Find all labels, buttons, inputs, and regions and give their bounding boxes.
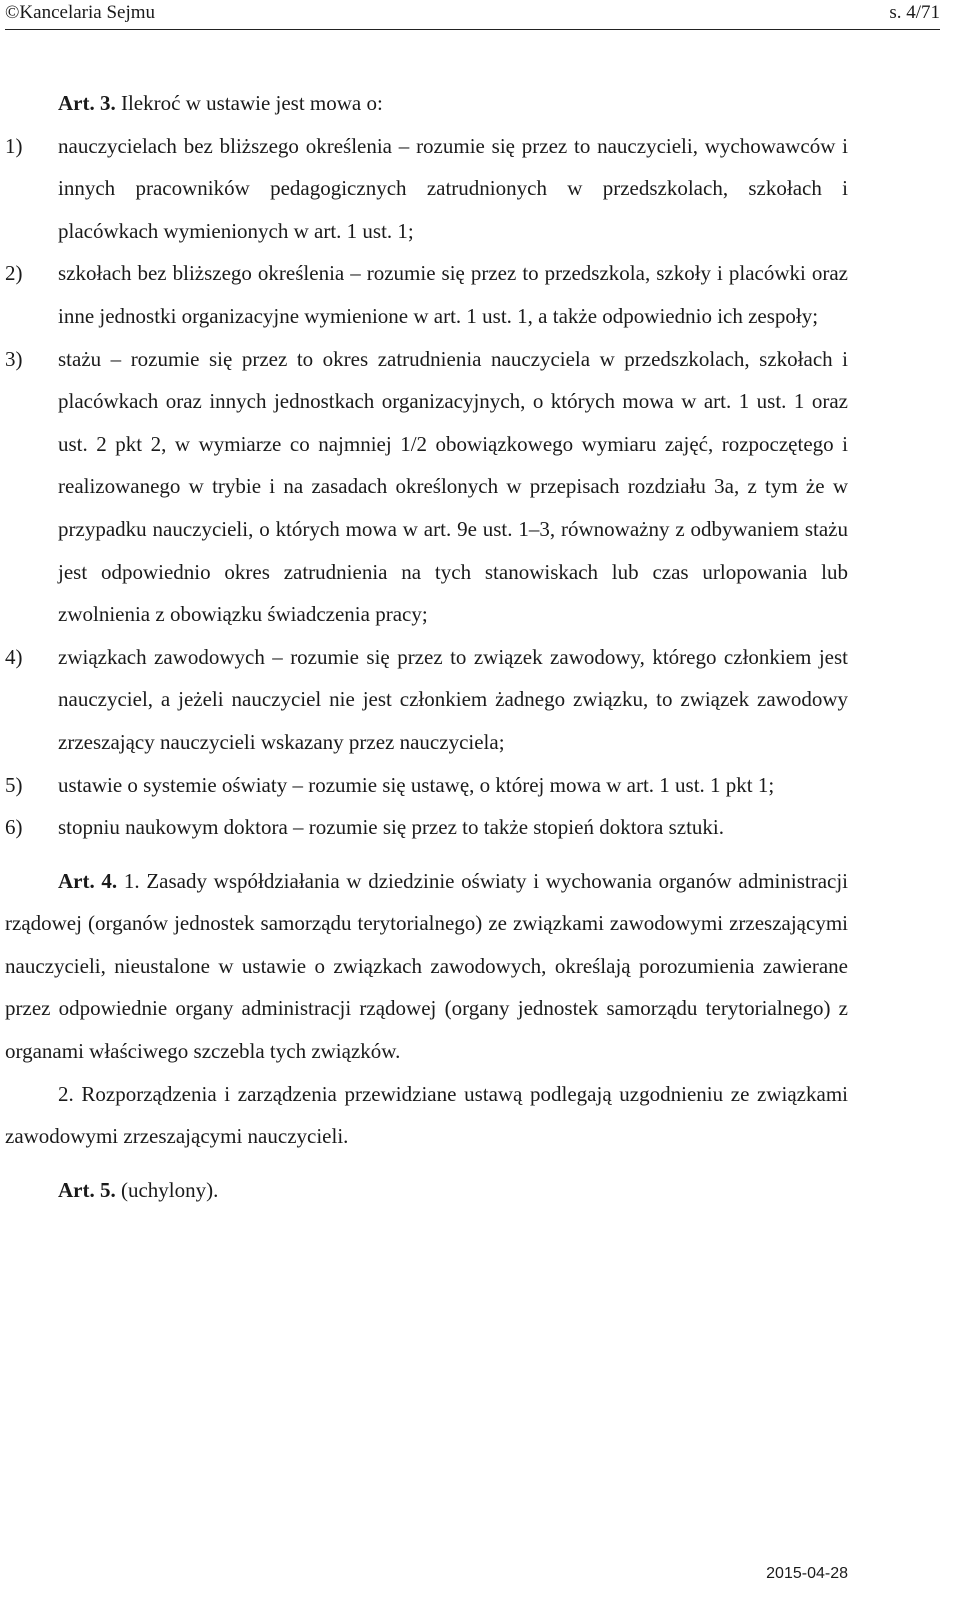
art3-item-1 bbox=[5, 125, 848, 253]
item-text: stopniu naukowym doktora – rozumie się przez to także stopień doktora sztuki. bbox=[58, 815, 725, 840]
art3-heading bbox=[5, 82, 848, 125]
art5-text: (uchylony). bbox=[115, 1177, 219, 1202]
art3-item-4 bbox=[5, 636, 848, 764]
item-number: 4) bbox=[5, 644, 23, 669]
item-text: szkołach bez bliższego określenia – rozumie się przez to przedszkola, szkoły i placówki oraz inne jednostki organizacyjne wymienione w art. 1 ust. 1, a także odpowiednio ich zespoły; bbox=[58, 261, 848, 328]
art4-p1-text: 1. Zasady współdziałania w dziedzinie oświaty i wychowania organów administracji rządowej (organów jednostek samorządu terytorialnego) ze związkami zawodowymi zrzeszającymi nauczycieli, nieustalone w ustawie o związkach zawodowych, określają porozumienia zawierane przez odpowiednie organy administracji rządowej (organy jednostek samorządu terytorialnego) z organami właściwego szczebla tych związków. bbox=[5, 868, 849, 1064]
art5-label: Art. 5. bbox=[58, 1177, 116, 1202]
header-divider bbox=[5, 29, 940, 30]
art3-intro: Ilekroć w ustawie jest mowa o: bbox=[115, 91, 383, 115]
art5-paragraph bbox=[5, 1169, 848, 1212]
item-number: 2) bbox=[5, 261, 23, 286]
document-body bbox=[5, 82, 848, 1211]
art4-paragraph-2: 2. Rozporządzenia i zarządzenia przewidziane ustawą podlegają uzgodnieniu ze związkami zawodowymi zrzeszającymi nauczycieli. bbox=[5, 1081, 848, 1149]
footer-date: 2015-04-28 bbox=[766, 1565, 848, 1582]
art3-item-3 bbox=[5, 338, 848, 636]
item-number: 6) bbox=[5, 815, 23, 840]
item-text: stażu – rozumie się przez to okres zatrudnienia nauczyciela w przedszkolach, szkołach i placówkach oraz innych jednostkach organizacyjnych, o których mowa w art. 1 ust. 1 oraz ust. 2 pkt 2, w wymiarze co najmniej 1/2 obowiązkowego wymiaru zajęć, rozpoczętego i realizowanego w trybie i na zasadach określonych w przepisach rozdziału 3a, z tym że w przypadku nauczycieli, o których mowa w art. 9e ust. 1–3, równoważny z odbywaniem stażu jest odpowiednio okres zatrudnienia na tych stanowiskach lub czas urlopowania lub zwolnienia z obowiązku świadczenia pracy; bbox=[58, 346, 848, 627]
page-header bbox=[5, 0, 940, 30]
art3-label: Art. 3. bbox=[58, 91, 116, 115]
art3-item-6 bbox=[5, 806, 848, 849]
header-page-number: s. 4/71 bbox=[889, 2, 940, 23]
item-number: 1) bbox=[5, 133, 23, 158]
art3-item-2 bbox=[5, 252, 848, 337]
item-text: nauczycielach bez bliższego określenia – rozumie się przez to nauczycieli, wychowawców i innych pracowników pedagogicznych zatrudnionych w przedszkolach, szkołach i placówkach wymienionych w art. 1 ust. 1; bbox=[58, 133, 848, 243]
art3-item-5 bbox=[5, 764, 848, 807]
item-text: związkach zawodowych – rozumie się przez to związek zawodowy, którego członkiem jest nauczyciel, a jeżeli nauczyciel nie jest członkiem żadnego związku, to związek zawodowy zrzeszający nauczycieli wskazany przez nauczyciela; bbox=[58, 644, 848, 754]
art4-paragraph-1 bbox=[5, 860, 848, 1073]
item-text: ustawie o systemie oświaty – rozumie się ustawę, o której mowa w art. 1 ust. 1 pkt 1; bbox=[58, 772, 775, 797]
art4-label: Art. 4. bbox=[58, 868, 118, 893]
item-number: 5) bbox=[5, 772, 23, 797]
header-copyright: ©Kancelaria Sejmu bbox=[5, 2, 156, 23]
item-number: 3) bbox=[5, 346, 23, 371]
